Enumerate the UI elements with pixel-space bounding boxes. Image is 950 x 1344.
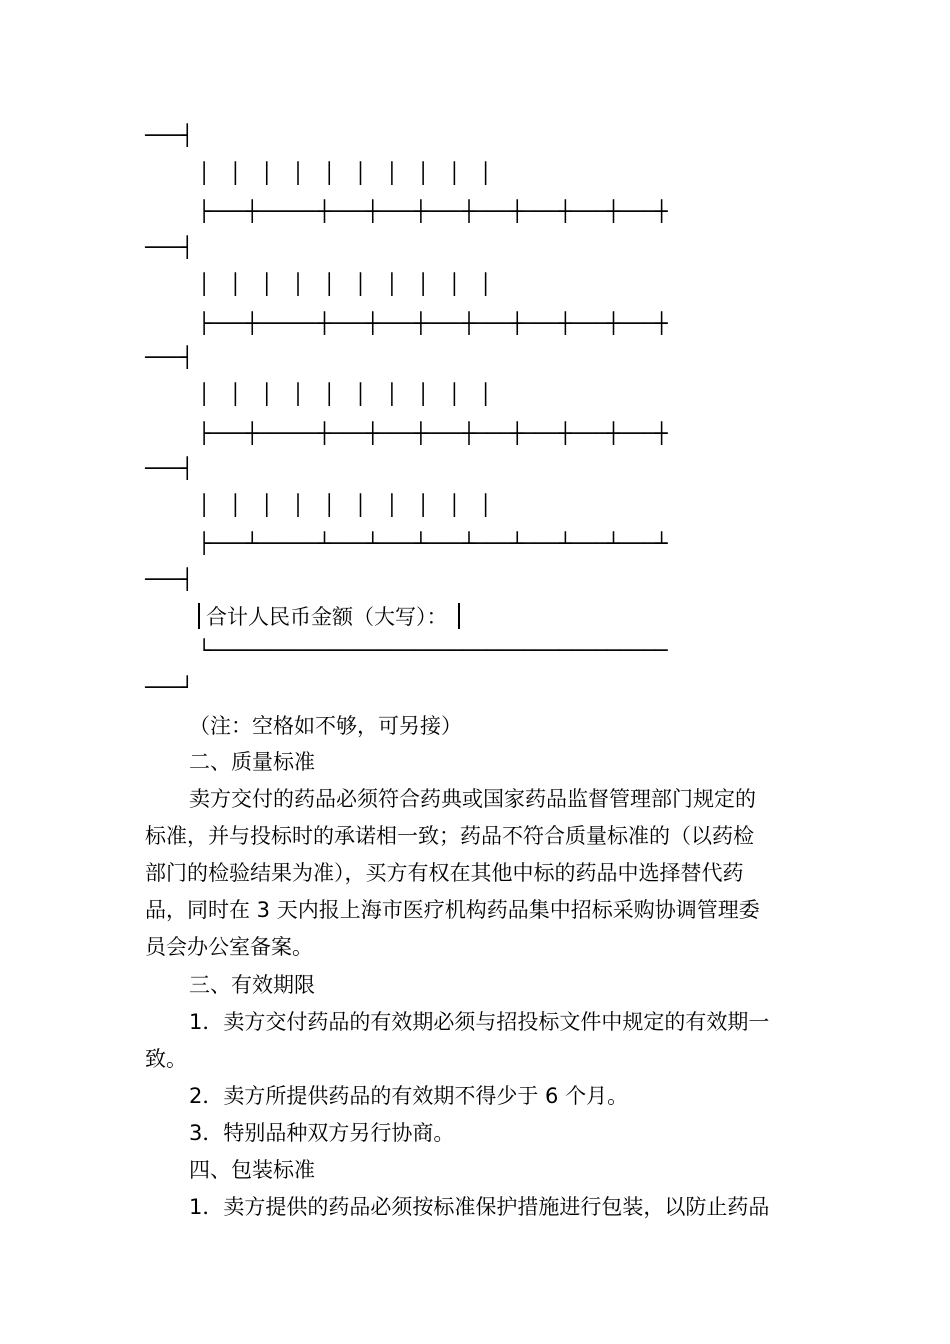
table-cell-line: │ │ │ │ │ │ │ │ │ │ [198,382,496,406]
list-item-line: 1．卖方提供的药品必须按标准保护措施进行包装，以防止药品 [189,1195,770,1219]
table-cell-line: │ │ │ │ │ │ │ │ │ │ [198,272,496,296]
list-item-line: 致。 [145,1047,187,1071]
paragraph-line: 标准，并与投标时的承诺相一致；药品不符合质量标准的（以药检 [145,824,754,848]
table-end-line: ───┤ [145,235,194,259]
paragraph-line: 卖方交付的药品必须符合药典或国家药品监督管理部门规定的 [189,787,756,811]
table-end-line: ───┤ [145,345,194,369]
table-bottom-end: ───┘ [145,675,194,699]
paragraph-line: 员会办公室备案。 [145,935,313,959]
table-end-line: ───┤ [145,567,194,591]
table-end-line: ───┤ [145,456,194,480]
table-cell-line: │ │ │ │ │ │ │ │ │ │ [198,161,496,185]
table-separator-line: ├───┼─────┼───┼───┼───┼───┼───┼───┼───┼ [198,421,668,445]
list-item-line: 1．卖方交付药品的有效期必须与招投标文件中规定的有效期一 [189,1010,770,1034]
paragraph-line: 部门的检验结果为准），买方有权在其他中标的药品中选择替代药 [145,861,744,885]
list-item: 2．卖方所提供药品的有效期不得少于 6 个月。 [189,1084,629,1108]
total-amount-label: 合计人民币金额（大写）： [206,605,448,629]
table-end-line: ───┤ [145,123,194,147]
table-left-border [198,603,200,629]
table-bottom-line: └────────────────────────────────────── [198,638,668,662]
table-cell-line: │ │ │ │ │ │ │ │ │ │ [198,493,496,517]
table-total-row [198,601,460,631]
paragraph-line: 品，同时在 3 天内报上海市医疗机构药品集中招标采购协调管理委 [145,898,760,922]
note-text: （注：空格如不够，可另接） [189,714,462,738]
section-heading-packaging: 四、包装标准 [189,1158,315,1182]
table-separator-line: ├───┼─────┼───┼───┼───┼───┼───┼───┼───┼ [198,311,668,335]
table-separator-line: ├───┴─────┴───┴───┴───┴───┴───┴───┴───┴ [198,531,668,555]
table-right-border [458,603,460,629]
table-separator-line: ├───┼─────┼───┼───┼───┼───┼───┼───┼───┼ [198,199,668,223]
section-heading-quality: 二、质量标准 [189,750,315,774]
section-heading-validity: 三、有效期限 [189,973,315,997]
list-item: 3．特别品种双方另行协商。 [189,1121,455,1145]
